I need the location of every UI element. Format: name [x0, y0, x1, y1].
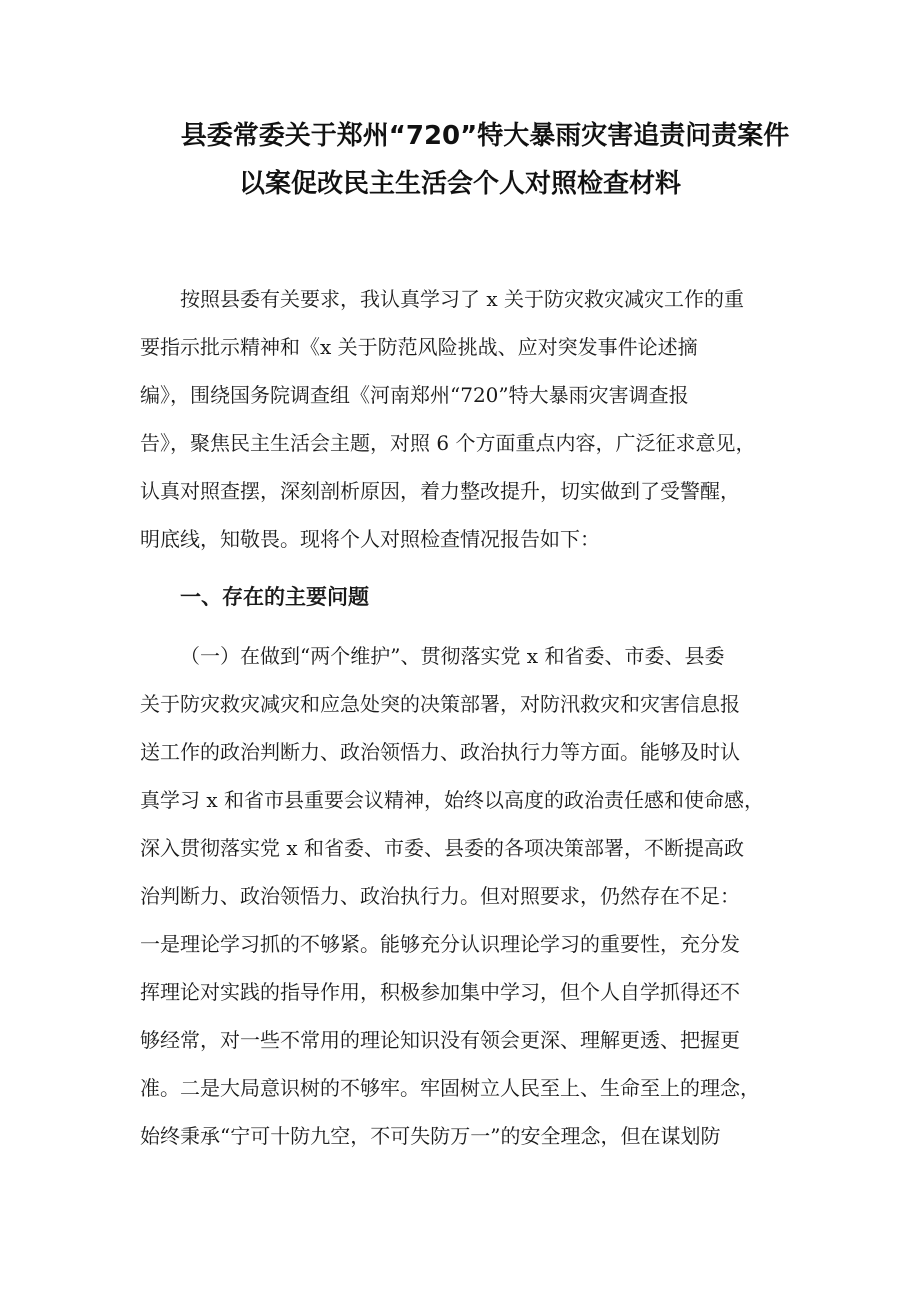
- section-line-4: 真学习 x 和省市县重要会议精神，始终以高度的政治责任感和使命感，: [140, 788, 764, 812]
- intro-line-1: 按照县委有关要求，我认真学习了 x 关于防灾救灾减灾工作的重: [180, 287, 744, 311]
- section-heading: 一、存在的主要问题: [180, 585, 369, 609]
- section-line-10: 准。二是大局意识树的不够牢。牢固树立人民至上、生命至上的理念，: [140, 1076, 760, 1100]
- section-line-11: 始终秉承“宁可十防九空，不可失防万一”的安全理念，但在谋划防: [140, 1124, 721, 1148]
- section-line-2: 关于防灾救灾减灾和应急处突的决策部署，对防汛救灾和灾害信息报: [140, 692, 740, 716]
- section-line-3: 送工作的政治判断力、政治领悟力、政治执行力等方面。能够及时认: [140, 740, 740, 764]
- title-line-1: 县委常委关于郑州“720”特大暴雨灾害追责问责案件: [180, 121, 790, 151]
- document-title: [0, 112, 920, 208]
- intro-line-6: 明底线，知敬畏。现将个人对照检查情况报告如下：: [140, 527, 600, 551]
- section-line-8: 挥理论对实践的指导作用，积极参加集中学习，但个人自学抓得还不: [140, 980, 740, 1004]
- section-line-7: 一是理论学习抓的不够紧。能够充分认识理论学习的重要性，充分发: [140, 932, 740, 956]
- section-line-6: 治判断力、政治领悟力、政治执行力。但对照要求，仍然存在不足：: [140, 884, 740, 908]
- intro-line-4: 告》，聚焦民主生活会主题，对照 6 个方面重点内容，广泛征求意见，: [140, 431, 756, 455]
- section-line-5: 深入贯彻落实党 x 和省委、市委、县委的各项决策部署，不断提高政: [140, 836, 744, 860]
- intro-line-5: 认真对照查摆，深刻剖析原因，着力整改提升，切实做到了受警醒，: [140, 479, 740, 503]
- section-line-1: （一）在做到“两个维护”、贯彻落实党 x 和省委、市委、县委: [180, 644, 725, 668]
- intro-line-2: 要指示批示精神和《x 关于防范风险挑战、应对突发事件论述摘: [140, 335, 698, 359]
- title-line-2: 以案促改民主生活会个人对照检查材料: [238, 169, 681, 199]
- intro-line-3: 编》，围绕国务院调查组《河南郑州“720”特大暴雨灾害调查报: [140, 383, 689, 407]
- section-line-9: 够经常，对一些不常用的理论知识没有领会更深、理解更透、把握更: [140, 1028, 740, 1052]
